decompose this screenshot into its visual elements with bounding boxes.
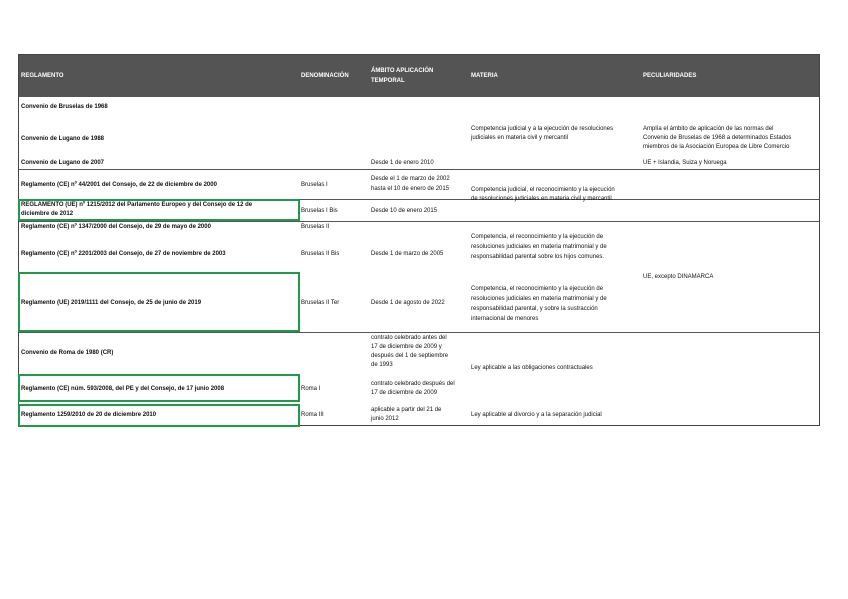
cell-r1259-ambito: junio 2012 — [371, 416, 399, 422]
header-reglamento: REGLAMENTO — [21, 73, 64, 79]
cell-roma-ambito: de 1993 — [371, 362, 393, 368]
cell-r1111-materia: responsabilidad parental, y sobre la sustracción — [471, 306, 598, 312]
table-header — [19, 55, 819, 97]
cell-r1111-ambito: Desde 1 de agosto de 2022 — [371, 300, 445, 306]
cell-r593-ambito: 17 de diciembre de 2009 — [371, 390, 438, 396]
cell-group2-materia: Competencia judicial, el reconocimiento y la ejecución — [471, 187, 615, 193]
cell-group1-peculiaridades: miembros de la Asociación Europea de Libre Comercio — [643, 144, 790, 150]
cell-group3-materia: resoluciones judiciales en materia matrimonial y de — [471, 244, 607, 250]
cell-r1215-reglamento: REGLAMENTO (UE) nº 1215/2012 del Parlamento Europeo y del Consejo de 12 de — [21, 202, 253, 208]
cell-r1259-denominacion: Roma III — [301, 412, 324, 418]
cell-roma-materia: Ley aplicable a las obligaciones contractuales — [471, 365, 593, 371]
highlight-box-r593 — [18, 374, 300, 402]
header-ambito-line1: ÁMBITO APLICACIÓN — [371, 68, 434, 74]
cell-lugano-2007: Convenio de Lugano de 2007 — [21, 160, 105, 166]
cell-roma-ambito: después del 1 de septiembre — [371, 353, 449, 359]
cell-r1111-denominacion: Bruselas II Ter — [301, 300, 340, 306]
header-peculiaridades: PECULIARIDADES — [643, 73, 697, 79]
cell-r1259-materia: Ley aplicable al divorcio y a la separación judicial — [471, 412, 602, 418]
cell-group1-materia: judiciales en materia civil y mercantil — [471, 135, 569, 141]
cell-r1347-reglamento: Reglamento (CE) nº 1347/2000 del Consejo, de 29 de mayo de 2000 — [21, 224, 211, 230]
cell-lugano-2007-ambito: Desde 1 de enero 2010 — [371, 160, 434, 166]
cell-bruselas-1968: Convenio de Bruselas de 1968 — [21, 104, 108, 110]
cell-roma-ambito: contrato celebrado antes del — [371, 335, 447, 341]
cell-roma-reglamento: Convenio de Roma de 1980 (CR) — [21, 350, 114, 356]
cell-r2201-denominacion: Bruselas II Bis — [301, 251, 340, 257]
cell-group1-peculiaridades: UE + Islandia, Suiza y Noruega — [643, 160, 727, 166]
highlight-box-r1259 — [18, 404, 300, 427]
cell-r2201-ambito: Desde 1 de marzo de 2005 — [371, 251, 444, 257]
cell-r593-denominacion: Roma I — [301, 386, 321, 392]
cell-r44-ambito: Desde el 1 de marzo de 2002 — [371, 176, 450, 182]
cell-r1259-ambito: aplicable a partir del 21 de — [371, 407, 442, 413]
cell-group2-materia: de resoluciones judiciales en materia civil y mercantil — [471, 196, 612, 202]
row-divider — [19, 169, 819, 170]
row-divider — [19, 332, 819, 333]
cell-r1215-denominacion: Bruselas I Bis — [301, 208, 338, 214]
cell-r1111-materia: Competencia, el reconocimiento y la ejecución de — [471, 286, 604, 292]
header-denominacion: DENOMINACIÓN — [301, 73, 349, 79]
cell-r1111-materia: internacional de menores — [471, 316, 539, 322]
cell-r593-ambito: contrato celebrado después del — [371, 381, 455, 387]
cell-r1111-reglamento: Reglamento (UE) 2019/1111 del Consejo, de 25 de junio de 2019 — [21, 300, 202, 306]
cell-group1-materia: Competencia judicial y a la ejecución de resoluciones — [471, 126, 614, 132]
row-divider — [19, 221, 819, 222]
cell-group1-peculiaridades: Convenio de Bruselas de 1968 a determinados Estados — [643, 135, 792, 141]
cell-r2201-reglamento: Reglamento (CE) nº 2201/2003 del Consejo, de 27 de noviembre de 2003 — [21, 251, 226, 257]
cell-roma-ambito: 17 de diciembre de 2009 y — [371, 344, 442, 350]
cell-r1215-ambito: Desde 10 de enero 2015 — [371, 208, 438, 214]
highlight-box-r1215 — [18, 199, 300, 221]
regulations-table — [18, 54, 820, 426]
cell-r1215-reglamento: diciembre de 2012 — [21, 211, 74, 217]
highlight-box-r1111 — [18, 272, 300, 332]
cell-r44-reglamento: Reglamento (CE) nº 44/2001 del Consejo, de 22 de diciembre de 2000 — [21, 182, 217, 188]
cell-group3-materia: responsabilidad parental sobre los hijos comunes. — [471, 254, 605, 260]
cell-r593-reglamento: Reglamento (CE) núm. 593/2008, del PE y del Consejo, de 17 junio 2008 — [21, 386, 225, 392]
cell-group1-peculiaridades: Amplía el ámbito de aplicación de las normas del — [643, 126, 774, 132]
header-materia: MATERIA — [471, 73, 498, 79]
cell-group3-materia: Competencia, el reconocimiento y la ejecución de — [471, 234, 604, 240]
cell-r1347-denominacion: Bruselas II — [301, 224, 330, 230]
cell-lugano-1988: Convenio de Lugano de 1988 — [21, 136, 105, 142]
header-ambito-line2: TEMPORAL — [371, 78, 405, 84]
cell-r44-denominacion: Bruselas I — [301, 182, 328, 188]
cell-group3-peculiaridades: UE, excepto DINAMARCA — [643, 274, 714, 280]
cell-r44-ambito: hasta el 10 de enero de 2015 — [371, 186, 450, 192]
cell-r1111-materia: resoluciones judiciales en materia matrimonial y de — [471, 296, 607, 302]
cell-r1259-reglamento: Reglamento 1259/2010 de 20 de diciembre 2010 — [21, 412, 157, 418]
